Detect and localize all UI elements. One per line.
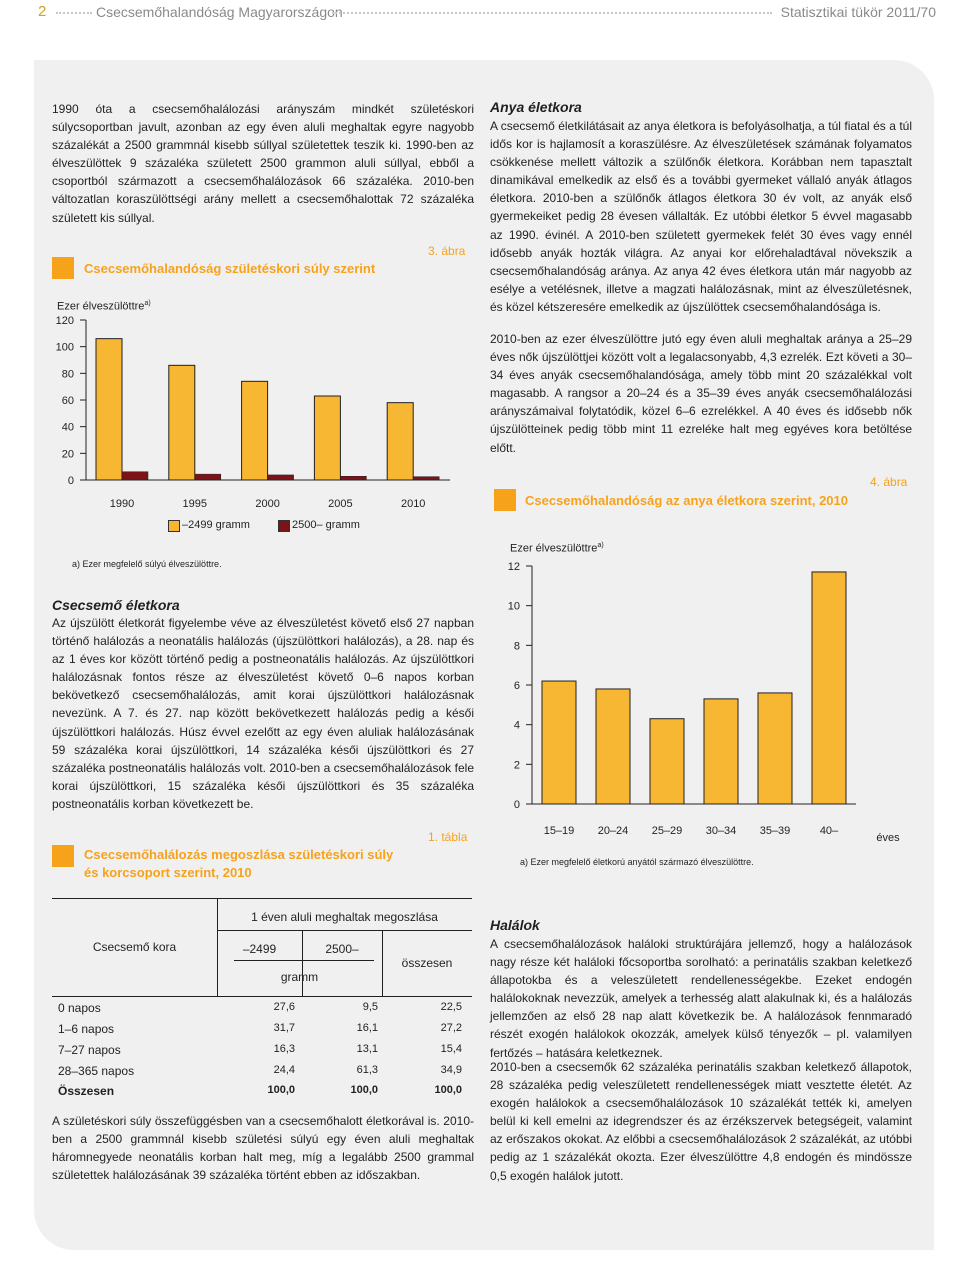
series-title: Statisztikai tükör 2011/70	[780, 4, 936, 20]
header-divider	[332, 12, 772, 14]
mother-age-heading: Anya életkora	[490, 99, 582, 115]
causes-heading: Halálok	[490, 917, 540, 933]
table-unit-rule	[234, 960, 374, 961]
bar-dark	[413, 477, 439, 480]
mother-age-paragraph-1: A csecsemő életkilátásait az anya életkora is befolyásolhatja, a túl fiatal és a túl idős kor is hajlamosít a koraszülésre. Az élveszületések számának folyamatos csökkenése mellett változik a szülőnők életkora. Korábban nem tapasztalt dinamikával emelkedik az első és a további gyermeket vállaló anyák átlagos életkora. 2010-ben a szülőnők átlagos életkora 30 év volt, az anyák első gyermekeiket pedig 28 évesen vállalták. Ez utóbbi életkor 5 évvel magasabb az 1990. évinél. A 2010-ben született gyermekek felét 30 éves vagy ennél idősebb anyák hozták világra. Az anyai kor előrehaladtával növekszik a csecsemőhalandóság aránya. Az anya 42 éves életkora után már nagyobb az esélye a vetélésnek, illetve a magzati halálozásnak, mint az élveszületésnek, és közel kétszeresére emelkedik az újszülöttek csecsemőhalandósága is.	[490, 119, 912, 314]
bar	[758, 693, 792, 804]
row-value-a: 16,3	[273, 1043, 295, 1055]
after-table-paragraph: A születéskori súly összefüggésben van a csecsemőhalott életkorával is. 2010-ben a 2500 grammnál kisebb születési súlyú egy éven aluli meghaltak háromnegyede neonatális korban halt meg, míg a legalább 2500 grammal születettek halálozásának 39 százaléka történt ebben az időszakban.	[52, 1114, 474, 1183]
bar-dark	[195, 474, 221, 480]
table-group-rule	[217, 930, 472, 931]
header-divider	[56, 12, 92, 14]
y-tick-label: 2	[513, 759, 520, 772]
row-value-c: 27,2	[440, 1022, 462, 1034]
causes-paragraph-1: A csecsemőhalálozások haláloki struktúrájára jellemző, hogy a halálozások nagy része két haláloki főcsoportba sorolható: a perinatális szakban keletkező állapotokba és a veleszületett rendellenességekbe. Ezeket endogén halálokoknak nevezzük, amelyek a terhesség alatt alakulnak ki, és a halálozás jellemzően az első 28 nap alatt következik be. A halálozások fennmaradó részét exogén halálokok okozzák, amelyek külső tényezők – pl. valamilyen fertőzés – hatására keletkeznek.	[490, 937, 912, 1060]
figure3-ylabel-sup: a)	[144, 300, 151, 307]
y-tick-label: 12	[507, 561, 520, 573]
causes-paragraph-2: 2010-ben a csecsemők 62 százaléka perinatális szakban keletkező állapotok, 28 százaléka pedig veleszületett rendellenességek miatt vesztette életét. Az exogén halálokok a csecsemőhalálozások 10 százalékát tették ki, amelyen belül ki kell emelni az idegrendszer és az érzékszervek betegségeit, valamint az erőszakos okokat. Az előbbi a csecsemőhalálozások 2 százalékát, az utóbbi pedig az 1 százalékát okozta. Ezer élveszülöttre 4,8 endogén és mindössze 0,5 exogén halálok jutott.	[490, 1060, 912, 1183]
bar	[812, 572, 846, 804]
y-tick-label: 120	[55, 315, 74, 327]
table-top-rule	[52, 898, 472, 899]
row-age: 28–365 napos	[58, 1064, 135, 1078]
table-col3-header: összesen	[401, 956, 453, 970]
x-tick-label: 1995	[182, 498, 208, 510]
total-value-b: 100,0	[350, 1084, 378, 1096]
y-tick-label: 4	[513, 719, 520, 732]
figure4-footnote: a) Ezer megfelelő életkorú anyától származó élveszülöttre.	[520, 857, 754, 867]
figure4-ylabel	[510, 542, 604, 555]
row-age: 7–27 napos	[58, 1043, 121, 1057]
bar-light	[169, 365, 195, 480]
y-tick-label: 6	[513, 680, 520, 692]
bar-light	[96, 339, 122, 480]
x-tick-label: 35–39	[759, 825, 791, 837]
row-value-b: 9,5	[362, 1001, 378, 1013]
row-value-a: 24,4	[273, 1064, 295, 1076]
table-row-header: Csecsemő kora	[92, 940, 177, 954]
bar-light	[242, 381, 268, 480]
bar	[704, 699, 738, 804]
y-tick-label: 8	[513, 640, 520, 653]
x-tick-label: 2000	[255, 498, 280, 510]
figure4-label: 4. ábra	[870, 475, 908, 489]
figure3-title: Csecsemőhalandóság születéskori súly szerint	[84, 261, 376, 276]
bar-dark	[268, 475, 294, 480]
figure4-title: Csecsemőhalandóság az anya életkora szerint, 2010	[525, 493, 848, 508]
row-value-b: 16,1	[356, 1022, 378, 1034]
total-value-a: 100,0	[267, 1084, 295, 1096]
x-tick-label: 2005	[328, 498, 353, 510]
total-value-c: 100,0	[434, 1084, 462, 1096]
figure3-ylabel-text: Ezer élveszülöttre	[57, 300, 145, 313]
table-head-rule	[52, 996, 472, 997]
running-title: Csecsemőhalandóság Magyarországon	[96, 4, 343, 20]
mother-age-paragraph-2: 2010-ben az ezer élveszülöttre jutó egy éven aluli meghaltak aránya a 25–29 éves nők újszülöttjei között volt a legalacsonyabb, 4,3 ezrelék. Ezt követi a 30–34 éves anyák csecsemőhalandósága, amely több mint 20 százalékkal volt magasabb. A rangsor a 20–24 és a 35–39 éves anyák csecsemőhalálozási arányszámaival folytatódik, közel 6–6 ezrelékkel. A 40 éves és idősebb nők újszülötteinek pedig több mint 11 ezreléke halt meg egyéves kora betöltése előtt.	[490, 332, 912, 455]
table1-label: 1. tábla	[428, 830, 468, 844]
table1-title: Csecsemőhalálozás megoszlása születéskori súly és korcsoport szerint, 2010	[84, 847, 394, 880]
y-tick-label: 80	[61, 368, 74, 381]
table-col1-header: –2499	[242, 942, 277, 956]
table1-marker	[52, 845, 74, 867]
bar-dark	[122, 472, 148, 480]
figure4-chart	[496, 556, 916, 846]
x-tick-label: 20–24	[597, 825, 629, 837]
figure4-ylabel-sup: a)	[597, 542, 604, 549]
table-vrule	[302, 930, 303, 996]
total-label: Összesen	[58, 1084, 115, 1098]
row-value-b: 61,3	[356, 1064, 378, 1076]
legend-label-dark: 2500– gramm	[292, 519, 360, 531]
row-value-a: 27,6	[273, 1001, 295, 1013]
y-tick-label: 100	[55, 341, 74, 354]
figure3-chart	[50, 310, 460, 520]
table1	[52, 898, 472, 1108]
bar-light	[387, 403, 413, 480]
legend-swatch-light	[168, 520, 180, 532]
x-axis-unit: éves	[876, 832, 900, 844]
x-tick-label: 30–34	[705, 825, 737, 837]
bar-dark	[340, 476, 366, 480]
bar	[542, 681, 576, 804]
figure4-marker	[494, 489, 516, 511]
legend-label-light: –2499 gramm	[182, 519, 250, 531]
row-value-b: 13,1	[356, 1043, 378, 1055]
row-value-c: 34,9	[440, 1064, 462, 1076]
figure3-footnote: a) Ezer megfelelő súlyú élveszülöttre.	[72, 559, 222, 569]
bar	[650, 719, 684, 804]
x-tick-label: 25–29	[651, 825, 683, 837]
y-tick-label: 0	[67, 475, 74, 487]
bar-light	[314, 396, 340, 480]
figure3-label: 3. ábra	[428, 244, 466, 258]
figure4-ylabel-text: Ezer élveszülöttre	[510, 542, 598, 555]
intro-paragraph: 1990 óta a csecsemőhalálozási arányszám mindkét születéskori súlycsoportban javult, azonban az egy éven aluli meghaltak egyre nagyobb százalékát a 2500 grammnál kisebb súllyal születettek teszik ki. 1990-ben az élveszülöttek 9 százaléka született 2500 grammon aluli súllyal, ebből a csoportból származott a csecsemőhalálozások 66 százaléka. 2010-ben változatlan koraszülöttségi arány mellett a csecsemőhalottak 72 százaléka született kis súllyal.	[52, 102, 474, 225]
x-tick-label: 1990	[109, 498, 135, 510]
row-value-c: 22,5	[440, 1001, 462, 1013]
infant-age-heading: Csecsemő életkora	[52, 597, 180, 613]
table-col2-header: 2500–	[325, 942, 359, 956]
row-value-c: 15,4	[440, 1043, 462, 1055]
x-tick-label: 2010	[400, 498, 426, 510]
table-unit: gramm	[280, 970, 319, 984]
x-tick-label: 40–	[819, 825, 839, 837]
y-tick-label: 20	[61, 448, 74, 461]
infant-age-text: Az újszülött életkorát figyelembe véve az élveszületést követő első 27 napban történő halálozás a neonatális halálozás (újszülöttkori halálozás), a 28. nap és az 1 éves kor között történő pedig a postneonatális halálozás. Az újszülöttkori halálozásnak fontos része az élveszületést követő 0–6 napos korban bekövetkező csecsemőhalálozás, amit korai újszülöttkori halálozásnak nevezünk. A 7. és 27. nap között bekövetkezett halálozás pedig a késői újszülöttkori halálozás. Húsz évvel ezelőtt az egy éven aluliak halálozásának 59 százaléka korai újszülöttkori, 14 százaléka késői újszülöttkori és 27 százaléka postneonatális halálozás volt. 2010-ben a csecsemőhalálozások fele korai újszülöttkori, 15 százaléka késői újszülöttkori és 35 százaléka postneonatális korban következett be.	[52, 616, 474, 811]
y-tick-label: 0	[513, 799, 520, 811]
bar	[596, 689, 630, 804]
row-value-a: 31,7	[273, 1022, 295, 1034]
y-tick-label: 10	[507, 600, 520, 613]
page-number: 2	[38, 3, 47, 20]
figure3-marker	[52, 257, 74, 279]
row-age: 0 napos	[58, 1001, 101, 1015]
legend-swatch-dark	[278, 520, 290, 532]
x-tick-label: 15–19	[543, 825, 575, 837]
table-group-header: 1 éven aluli meghaltak megoszlása	[251, 910, 438, 924]
y-tick-label: 60	[61, 395, 74, 407]
row-age: 1–6 napos	[58, 1022, 115, 1036]
y-tick-label: 40	[61, 421, 74, 434]
